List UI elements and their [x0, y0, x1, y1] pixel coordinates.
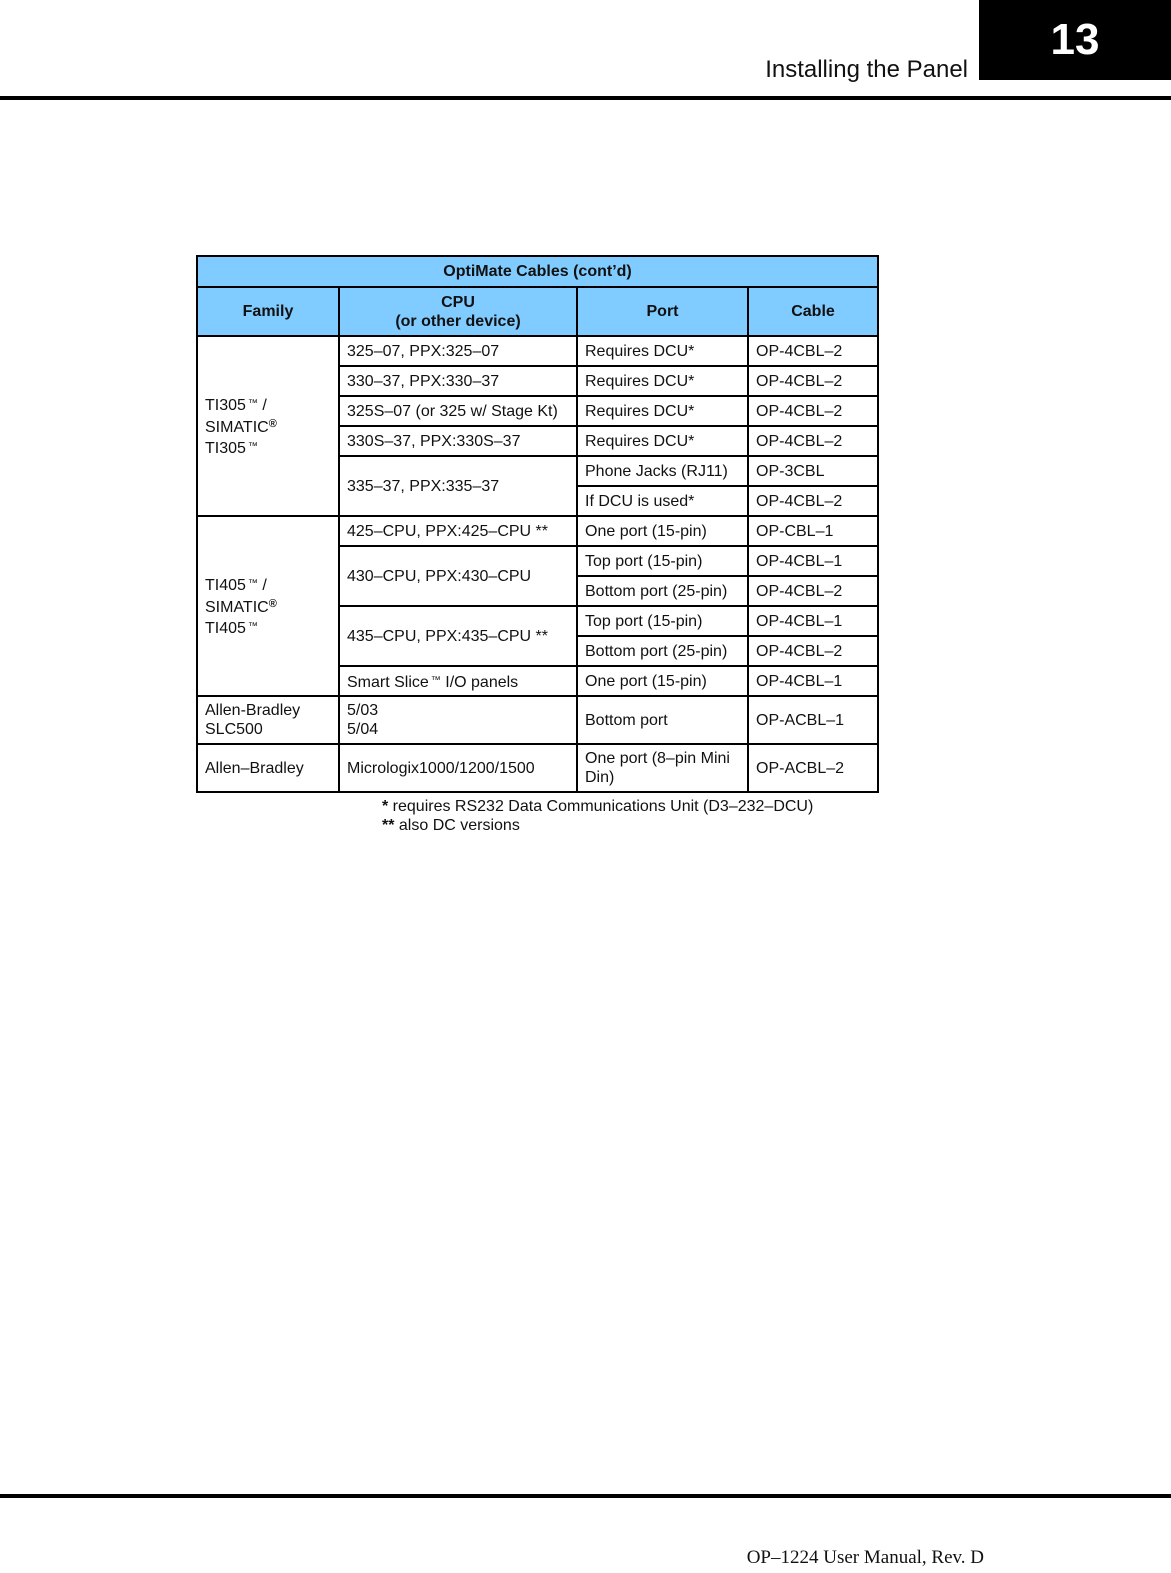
family-name: SIMATIC — [205, 599, 269, 616]
cable-cell: OP-ACBL–1 — [748, 696, 878, 744]
cable-cell: OP-ACBL–2 — [748, 744, 878, 792]
cpu-cell: 330–37, PPX:330–37 — [339, 366, 577, 396]
family-cell-ti305 — [197, 336, 339, 516]
family-name: SIMATIC — [205, 419, 269, 436]
cpu-name: Smart Slice — [347, 673, 429, 691]
cpu-name: 5/04 — [347, 721, 379, 738]
trademark-symbol: ™ — [247, 398, 258, 409]
cable-cell: OP-4CBL–1 — [748, 546, 878, 576]
cable-cell: OP-4CBL–2 — [748, 336, 878, 366]
table-header-row — [197, 287, 878, 336]
trademark-symbol: ™ — [247, 621, 258, 632]
port-cell: One port (8–pin Mini Din) — [577, 744, 748, 792]
cpu-suffix: I/O panels — [445, 673, 519, 691]
port-cell: Bottom port (25-pin) — [577, 636, 748, 666]
footnote-text: also DC versions — [394, 817, 520, 834]
port-cell: Requires DCU* — [577, 396, 748, 426]
table-title-row — [197, 256, 878, 287]
port-cell: One port (15-pin) — [577, 666, 748, 696]
column-header-cpu-line2: (or other device) — [395, 312, 521, 330]
footer-rule — [0, 1494, 1171, 1498]
port-cell: One port (15-pin) — [577, 516, 748, 546]
port-cell: Requires DCU* — [577, 426, 748, 456]
cpu-cell: 430–CPU, PPX:430–CPU — [339, 546, 577, 606]
port-cell: Top port (15-pin) — [577, 606, 748, 636]
cable-cell: OP-4CBL–2 — [748, 636, 878, 666]
cable-cell: OP-4CBL–1 — [748, 606, 878, 636]
cable-cell: OP-4CBL–2 — [748, 426, 878, 456]
column-header-family: Family — [197, 287, 339, 336]
footnote-dcu — [382, 797, 813, 816]
optimate-cables-table — [196, 255, 879, 793]
cpu-cell — [339, 666, 577, 696]
cable-cell: OP-4CBL–2 — [748, 576, 878, 606]
port-cell: Requires DCU* — [577, 366, 748, 396]
port-cell: Top port (15-pin) — [577, 546, 748, 576]
cpu-cell — [339, 696, 577, 744]
cpu-cell: 335–37, PPX:335–37 — [339, 456, 577, 516]
port-cell: Bottom port (25-pin) — [577, 576, 748, 606]
family-cell-micrologix: Allen–Bradley — [197, 744, 339, 792]
cable-cell: OP-4CBL–2 — [748, 396, 878, 426]
chapter-number-tab: 13 — [979, 0, 1171, 80]
registered-symbol: ® — [268, 418, 277, 430]
cpu-cell: 325S–07 (or 325 w/ Stage Kt) — [339, 396, 577, 426]
family-name: TI305 — [205, 440, 246, 457]
footnote-dc-versions — [382, 816, 813, 835]
page-footer: OP–1224 User Manual, Rev. D — [746, 1547, 984, 1568]
footnote-text: requires RS232 Data Communications Unit (D3–232–DCU) — [388, 798, 814, 815]
cpu-cell: 425–CPU, PPX:425–CPU ** — [339, 516, 577, 546]
family-name: TI305 — [205, 397, 246, 414]
cable-cell: OP-4CBL–2 — [748, 366, 878, 396]
trademark-symbol: ™ — [247, 578, 258, 589]
trademark-symbol: ™ — [247, 441, 258, 452]
header-rule — [0, 96, 1171, 100]
trademark-symbol: ™ — [430, 674, 441, 686]
cpu-cell: 435–CPU, PPX:435–CPU ** — [339, 606, 577, 666]
cpu-cell: 325–07, PPX:325–07 — [339, 336, 577, 366]
table-row — [197, 516, 878, 546]
column-header-cpu — [339, 287, 577, 336]
column-header-cpu-line1: CPU — [441, 293, 475, 311]
table-row — [197, 336, 878, 366]
family-cell-ti405 — [197, 516, 339, 696]
table-row — [197, 744, 878, 792]
port-cell: If DCU is used* — [577, 486, 748, 516]
cable-cell: OP-4CBL–2 — [748, 486, 878, 516]
family-name: Allen-Bradley — [205, 702, 301, 719]
port-cell: Phone Jacks (RJ11) — [577, 456, 748, 486]
family-cell-slc500 — [197, 696, 339, 744]
table-row — [197, 696, 878, 744]
cable-cell: OP-3CBL — [748, 456, 878, 486]
family-name: TI405 — [205, 577, 246, 594]
table-caption: OptiMate Cables (cont’d) — [197, 256, 878, 287]
cable-cell: OP-4CBL–1 — [748, 666, 878, 696]
footnote-mark: * — [382, 798, 389, 815]
cpu-cell: Micrologix1000/1200/1500 — [339, 744, 577, 792]
cpu-cell: 330S–37, PPX:330S–37 — [339, 426, 577, 456]
cpu-name: 5/03 — [347, 702, 379, 719]
registered-symbol: ® — [268, 598, 277, 610]
footnote-mark: ** — [382, 817, 395, 834]
port-cell: Requires DCU* — [577, 336, 748, 366]
family-name: SLC500 — [205, 721, 263, 738]
column-header-cable: Cable — [748, 287, 878, 336]
column-header-port: Port — [577, 287, 748, 336]
port-cell: Bottom port — [577, 696, 748, 744]
cable-cell: OP-CBL–1 — [748, 516, 878, 546]
page-header-title: Installing the Panel — [765, 56, 968, 83]
family-separator: / — [262, 577, 267, 594]
family-separator: / — [262, 397, 267, 414]
family-name: TI405 — [205, 620, 246, 637]
table-footnotes — [382, 797, 813, 835]
